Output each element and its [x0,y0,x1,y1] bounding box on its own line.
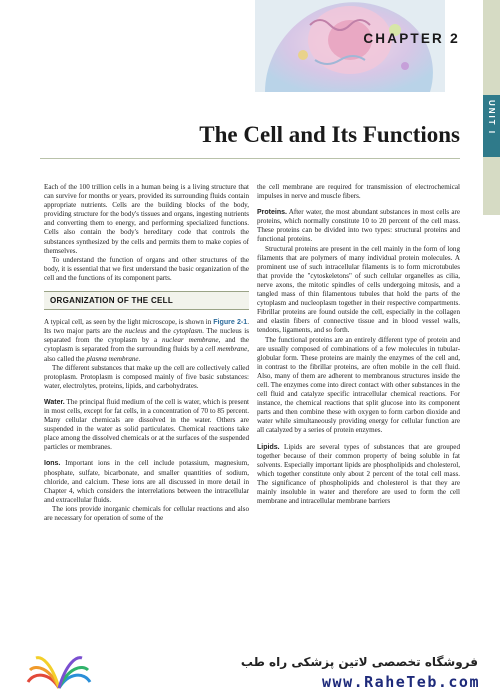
text-run: , also called the [44,345,249,363]
chapter-title: The Cell and Its Functions [199,122,460,147]
lipids-text: Lipids are several types of substances that are grouped together because of their common property of being soluble in fat solvents. Especially important lipids are phospholipids and cholesterol, which together constitute only about 2 percent of the total cell mass. The significance of phospholipids and cholesterol is that they are mainly insoluble in water and therefore are used to form the cell membrane and intracellular membrane barriers [257,442,460,506]
term-cytoplasm: cytoplasm [173,327,203,336]
proteins-heading: Proteins. [257,209,287,217]
term-nucleus: nucleus [124,327,147,336]
left-column [44,183,249,523]
lipids-paragraph [257,443,460,507]
lipids-heading: Lipids. [257,443,280,451]
structural-proteins-paragraph: Structural proteins are present in the cell mainly in the form of long filaments that are polymers of many individual protein molecules. A prominent use of such intracellular filaments is to form microtubules that provide the "cytoskeletons" of such cellular organelles as cilia, nerve axons, the mitotic spindles of cells undergoing mitosis, and a tangled mass of thin filamentous tubules that hold the parts of the cytoplasm and nucleoplasm together in their respective compartments. Fibrillar proteins are found outside the cell, especially in the collagen and elastin fibers of connective tissue and in blood vessel walls, tendons, ligaments, and so forth. [257,244,460,335]
text-run: , and the cytoplasm is separated from the surrounding fluids by a [44,336,250,354]
organization-paragraph [44,318,249,363]
ions-paragraph [44,459,249,504]
text-run: and the [146,327,174,336]
ions-paragraph-2: The ions provide inorganic chemicals for cellular reactions and also are necessary for operation of some of the [44,504,249,522]
watermark-banner [0,640,500,700]
functional-proteins-paragraph: The functional proteins are an entirely different type of protein and are usually composed of combinations of a few molecules in tubular-globular form. These proteins are mainly the enzymes of the cell and, in contrast to the fibrillar proteins, are often mobile in the cell fluid. Also, many of them are adherent to membranous structures inside the cell. The enzymes come into direct contact with other substances in the cell fluid and catalyze specific intracellular chemical reactions. For instance, the chemical reactions that split glucose into its component parts and then combine these with oxygen to form carbon dioxide and water while simultaneously providing energy for cellular function are all catalyzed by a series of protein enzymes. [257,335,460,435]
cell-illustration [255,0,445,92]
chapter-label [363,30,460,46]
intro-paragraph-2: To understand the function of organs and other structures of the body, it is essential that we first understand the basic organization of the cell and the functions of its component parts. [44,255,249,282]
intro-paragraph: Each of the 100 trillion cells in a human being is a living structure that can survive for months or years, provided its surrounding fluids contain appropriate nutrients. Cells are the building blocks of the body, providing structure for the body's tissues and organs, ingesting nutrients and converting them to energy, and performing specialized functions. Cells also contain the body's hereditary code that controls the substances synthesized by the cells and permits them to make copies of themselves. [44,183,249,255]
book-logo-icon [24,642,94,692]
chapter-number: 2 [450,30,460,46]
right-column [257,183,460,506]
ions-heading: Ions. [44,460,61,468]
text-run: . The nucleus is separated from the cytoplasm by a [44,327,249,345]
term-plasma-membrane: plasma membrane [86,354,139,363]
proteins-paragraph [257,208,460,244]
proteins-text: After water, the most abundant substances in most cells are proteins, which normally constitute 10 to 20 percent of the cell mass. These proteins can be divided into two types: structural proteins and functional proteins. [257,208,460,244]
term-cell-membrane: cell membrane [205,345,248,354]
continued-paragraph: the cell membrane are required for transmission of electrochemical impulses in nerve and muscle fibers. [257,183,460,201]
watermark-persian: فروشگاه تخصصی لاتین پزشکی راه طب [240,655,478,669]
title-rule [40,158,460,159]
watermark-url[interactable]: www.RaheTeb.com [322,673,480,691]
section-heading: ORGANIZATION OF THE CELL [44,291,249,310]
text-run: A typical cell, as seen by the light microscope, is shown in [44,318,214,327]
unit-label: UNIT I [487,100,496,136]
chapter-word: CHAPTER [363,31,444,46]
protoplasm-paragraph: The different substances that make up the cell are collectively called protoplasm. Protoplasm is composed mainly of five basic substances: water, electrolytes, proteins, lipids, and carbohydrates. [44,363,249,390]
water-paragraph [44,398,249,453]
figure-link[interactable]: Figure 2-1 [213,318,248,327]
text-run: . Its two major parts are the [44,318,249,336]
term-nuclear-membrane: nuclear membrane [162,336,219,345]
ions-text: Important ions in the cell include potassium, magnesium, phosphate, sulfate, bicarbonate, and smaller quantities of sodium, chloride, and calcium. These ions are all discussed in more detail in Chapter 4, which considers the interrelations between the intracellular and extracellular fluids. [44,459,249,504]
water-text: The principal fluid medium of the cell is water, which is present in most cells, except for fat cells, in a concentration of 70 to 85 percent. Many cellular chemicals are dissolved in the water. Others are suspended in the water as solid particulates. Chemical reactions take place among the dissolved chemicals or at the surfaces of the suspended particles or membranes. [44,397,249,452]
text-run: . [138,354,141,363]
water-heading: Water. [44,398,65,406]
